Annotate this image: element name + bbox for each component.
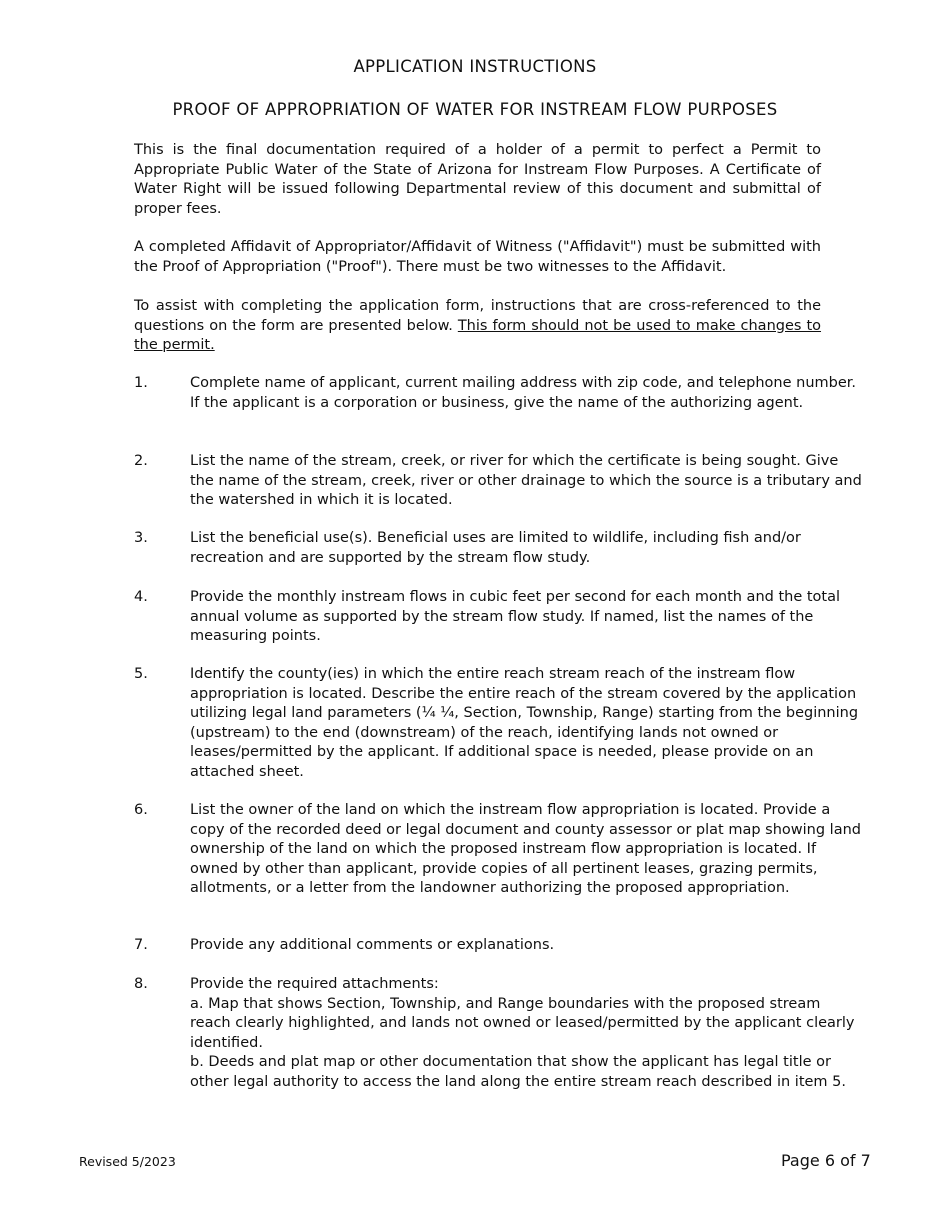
page-title: APPLICATION INSTRUCTIONS	[353, 57, 597, 76]
intro-paragraph-2: A completed Affidavit of Appropriator/Affidavit of Witness ("Affidavit") must be submitted with the Proof of Appropriation ("Proof"). There must be two witnesses to the Affidavit.	[134, 239, 821, 275]
list-item-text: List the beneficial use(s). Beneficial uses are limited to wildlife, including fish and/or recreation and are supported by the stream flow study.	[190, 530, 801, 566]
attachment-b: b. Deeds and plat map or other documentation that show the applicant has legal title or other legal authority to access the land along the entire stream reach described in item 5.	[190, 1054, 847, 1090]
intro-paragraph-3	[134, 297, 821, 356]
attachment-a: a. Map that shows Section, Township, and Range boundaries with the proposed stream reach clearly highlighted, and lands not owned or leased/permitted by the applicant clearly identified.	[190, 995, 855, 1051]
list-item-number: 7.	[134, 937, 148, 953]
list-item-text: Identify the county(ies) in which the entire reach stream reach of the instream flow appropriation is located. Describe the entire reach of the stream covered by the application utilizing legal land parameters (¼ ¼, Section, Township, Range) starting from the beginning (upstream) to the end (downstream) of the reach, identifying lands not owned or leases/permitted by the applicant. If additional space is needed, please provide on an attached sheet.	[190, 666, 859, 780]
page-subtitle: PROOF OF APPROPRIATION OF WATER FOR INSTREAM FLOW PURPOSES	[172, 100, 778, 119]
intro-paragraph-3-notice: This form should not be used to make changes to the permit.	[134, 317, 822, 354]
list-item-number: 3.	[134, 530, 148, 546]
page-number: Page 6 of 7	[781, 1151, 871, 1170]
list-item-number: 1.	[134, 375, 148, 391]
list-item-text: Complete name of applicant, current mailing address with zip code, and telephone number. If the applicant is a corporation or business, give the name of the authorizing agent.	[190, 375, 857, 411]
intro-paragraph-1: This is the final documentation required of a holder of a permit to perfect a Permit to Appropriate Public Water of the State of Arizona for Instream Flow Purposes. A Certificate of Water Right will be issued following Departmental review of this document and submittal of proper fees.	[134, 142, 821, 217]
list-item-text	[190, 975, 865, 1093]
list-item-text: List the name of the stream, creek, or river for which the certificate is being sought. Give the name of the stream, creek, river or other drainage to which the source is a tributary and the watershed in which it is located.	[190, 453, 862, 509]
list-item-number: 5.	[134, 666, 148, 682]
intro-paragraph-3-text: To assist with completing the application form, instructions that are cross-referenced to the questions on the form are presented below.	[134, 298, 821, 334]
list-item-number: 8.	[134, 976, 148, 992]
list-item-text: Provide the monthly instream flows in cubic feet per second for each month and the total annual volume as supported by the stream flow study. If named, list the names of the measuring points.	[190, 589, 841, 645]
revision-date: Revised 5/2023	[79, 1154, 176, 1169]
list-item-text: List the owner of the land on which the instream flow appropriation is located. Provide a copy of the recorded deed or legal document and county assessor or plat map showing land ownership of the land on which the proposed instream flow appropriation is located. If owned by other than applicant, provide copies of all pertinent leases, grazing permits, allotments, or a letter from the landowner authorizing the proposed appropriation.	[190, 802, 861, 897]
attachments-intro: Provide the required attachments:	[190, 976, 439, 992]
list-item-number: 2.	[134, 453, 148, 469]
list-item-number: 6.	[134, 802, 148, 818]
list-item-number: 4.	[134, 589, 148, 605]
list-item-text: Provide any additional comments or explanations.	[190, 937, 555, 953]
